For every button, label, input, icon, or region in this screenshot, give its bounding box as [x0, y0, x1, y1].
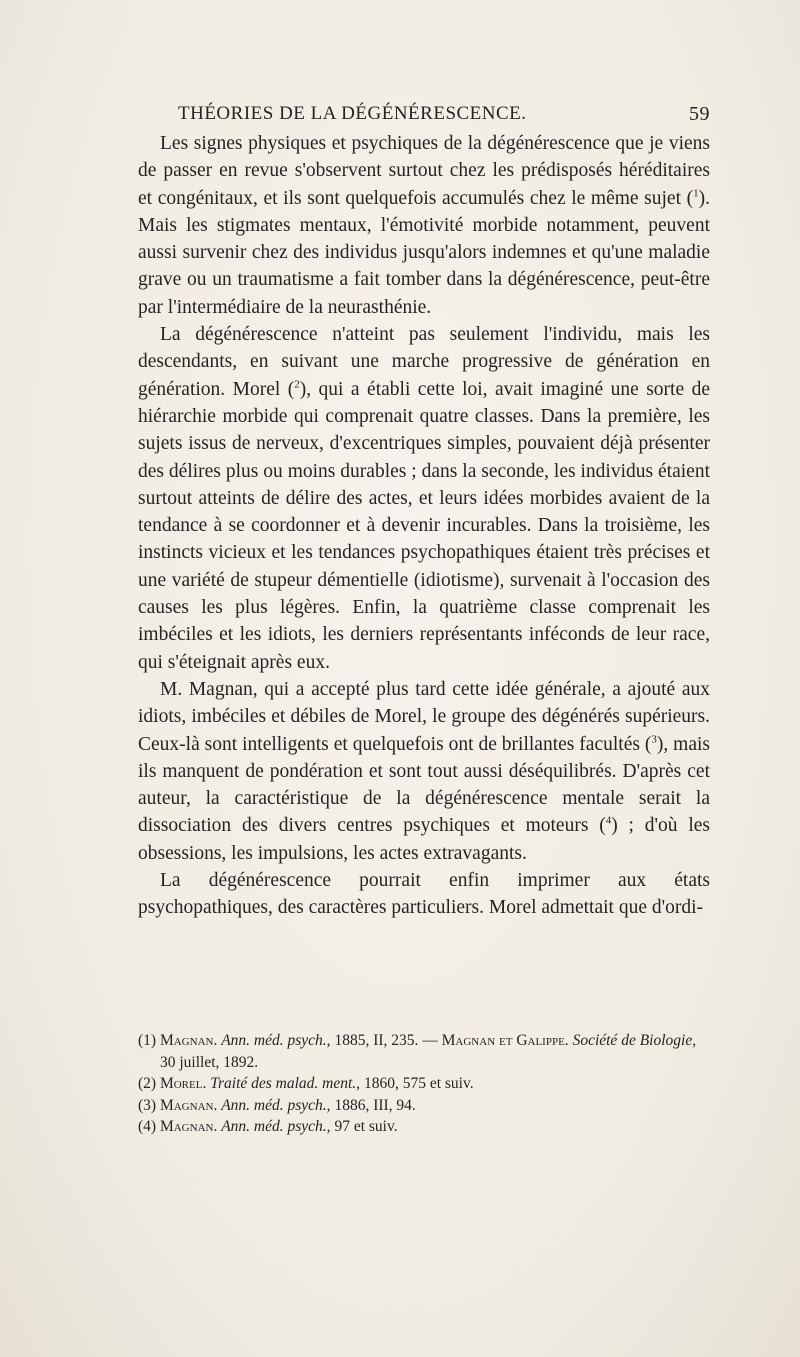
footnote: (1) Magnan. Ann. méd. psych., 1885, II, 235. — Magnan et Galippe. Société de Biologie, 30 juillet, 1892. — [138, 1032, 697, 1071]
paragraph: M. Magnan, qui a accepté plus tard cette idée générale, a ajouté aux idiots, imbéciles et débiles de Morel, le groupe des dégénérés supérieurs. Ceux-là sont intelligents et quelquefois ont de brillantes facultés ($^3$), mais ils manquent de pondération et sont tout aussi déséquilibrés. D'après cet auteur, la caractéristique de la dégénérescence mentale serait la dissociation des divers centres psychiques et moteurs ($^4$) ; d'où les obsessions, les impulsions, les actes extravagants. — [138, 678, 711, 864]
paragraph: La dégénérescence pourrait enfin imprimer aux états psychopathiques, des caractères particuliers. Morel admettait que d'ordi- — [138, 870, 710, 919]
footnote: (4) Magnan. Ann. méd. psych., 97 et suiv. — [138, 1118, 398, 1135]
footnote: (2) Morel. Traité des malad. ment., 1860, 575 et suiv. — [138, 1075, 474, 1092]
footnote-ref: 3 — [651, 733, 657, 746]
footnotes — [138, 1030, 710, 1138]
running-title: THÉORIES DE LA DÉGÉNÉRESCENCE. — [178, 103, 527, 124]
footnote-ref: 2 — [294, 378, 300, 391]
page-number: 59 — [689, 103, 710, 125]
footnote-ref: 4 — [605, 814, 612, 827]
main-text — [138, 130, 710, 922]
footnote: (3) Magnan. Ann. méd. psych., 1886, III, 94. — [138, 1096, 416, 1114]
paragraph: Les signes physiques et psychiques de la dégénérescence que je viens de passer en revue s'observent surtout chez les prédisposés héréditaires et congénitaux, et ils sont quelquefois accumulés chez le même sujet ($^1$). Mais les stigmates mentaux, l'émotivité morbide notamment, peuvent aussi survenir chez des individus jusqu'alors indemnes et qu'une maladie grave ou un traumatisme a fait tomber dans la dégénérescence, peut-être par l'intermédiaire de la neurasthénie. — [138, 133, 710, 318]
paragraph: La dégénérescence n'atteint pas seulement l'individu, mais les descendants, en suivant une marche progressive de génération en génération. Morel ($^2$), qui a établi cette loi, avait imaginé une sorte de hiérarchie morbide qui comprenait quatre classes. Dans la première, les sujets issus de nerveux, d'excentriques simples, pouvaient déjà présenter des délires plus ou moins durables ; dans la seconde, les individus étaient surtout atteints de délire des actes, et leurs idées morbides avaient de la tendance à se coordonner et à devenir incurables. Dans la troisième, les instincts vicieux et les tendances psychopathiques étaient très précises et une variété de stupeur démentielle (idiotisme), survenait à l'occasion des causes les plus légères. Enfin, la quatrième classe comprenait les imbéciles et les idiots, les derniers représentants inféconds de leur race, qui s'éteignait après eux. — [138, 324, 710, 673]
footnote-ref: 1 — [693, 187, 699, 200]
